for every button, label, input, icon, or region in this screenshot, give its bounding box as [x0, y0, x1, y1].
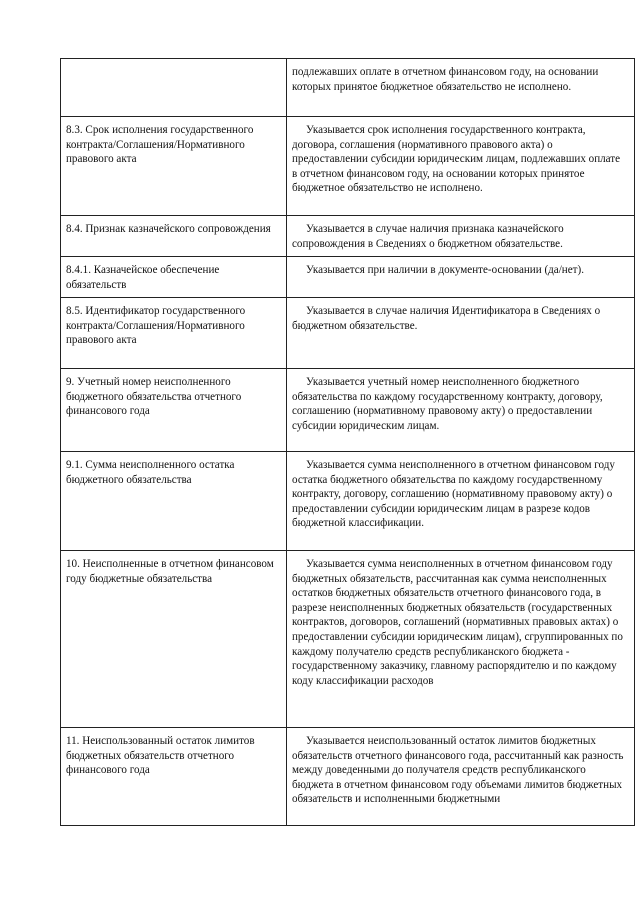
description-text: Указывается сумма неисполненных в отчетном финансовом году бюджетных обязательств, рассчитанная как сумма неисполненных остатков бюджетных обязательств отчетного финансового года, в разрезе неисполненных бюджетных обязательств (государственных контрактов, договоров, соглашений (нормативных правовых актах) о предоставлении субсидии юридическим лицам), сгруппированных по каждому получателю средств республиканского бюджета - государственному заказчику, главному распорядителю и по каждому коду классификации расходов: [292, 558, 623, 687]
field-description-cell: [287, 257, 635, 298]
table-row: [61, 551, 635, 728]
table-row: [61, 298, 635, 369]
field-description-cell: [287, 452, 635, 551]
description-text: Указывается в случае наличия Идентификатора в Сведениях о бюджетном обязательстве.: [292, 305, 601, 332]
field-name-cell: 10. Неисполненные в отчетном финансовом году бюджетные обязательства: [61, 551, 287, 728]
field-name-cell: 9.1. Сумма неисполненного остатка бюджетного обязательства: [61, 452, 287, 551]
field-name-cell: 9. Учетный номер неисполненного бюджетного обязательства отчетного финансового года: [61, 369, 287, 452]
table-row: [61, 117, 635, 216]
field-description-cell: [287, 59, 635, 117]
description-text: Указывается учетный номер неисполненного бюджетного обязательства по каждому государственному контракту, договору, соглашению (нормативному правовому акту) о предоставлении субсидии юридическим лицам.: [292, 376, 603, 432]
document-page: [60, 58, 624, 826]
description-text: Указывается в случае наличия признака казначейского сопровождения в Сведениях о бюджетном обязательстве.: [292, 223, 564, 250]
description-text: Указывается срок исполнения государственного контракта, договора, соглашения (нормативного правового акта) о предоставлении субсидии юридическим лицам, подлежавших оплате в отчетном финансовом году, на основании которых принятое бюджетное обязательство не исполнено.: [292, 124, 621, 195]
description-text: подлежавших оплате в отчетном финансовом году, на основании которых принятое бюджетное обязательство не исполнено.: [292, 66, 599, 93]
table-row: [61, 452, 635, 551]
description-text: Указывается неиспользованный остаток лимитов бюджетных обязательств отчетного финансового года, рассчитанный как разность между доведенными до получателя средств республиканского бюджета в отчетном финансовом году объемами лимитов бюджетных обязательств и исполненными бюджетными: [292, 735, 624, 806]
field-description-cell: [287, 216, 635, 257]
field-description-cell: [287, 728, 635, 826]
field-name-cell: 11. Неиспользованный остаток лимитов бюджетных обязательств отчетного финансового года: [61, 728, 287, 826]
table-row: [61, 369, 635, 452]
field-description-cell: [287, 551, 635, 728]
table-row: [61, 728, 635, 826]
field-description-cell: [287, 369, 635, 452]
field-name-cell: [61, 59, 287, 117]
field-name-cell: 8.3. Срок исполнения государственного контракта/Соглашения/Нормативного правового акта: [61, 117, 287, 216]
field-description-cell: [287, 298, 635, 369]
field-name-cell: 8.5. Идентификатор государственного контракта/Соглашения/Нормативного правового акта: [61, 298, 287, 369]
table-row: [61, 216, 635, 257]
description-text: Указывается сумма неисполненного в отчетном финансовом году остатка бюджетного обязательства по каждому государственному контракту, договору, соглашению (нормативному правовому акту) о предоставлении субсидии юридическим лицам в разрезе кодов бюджетной классификации.: [292, 459, 615, 530]
field-description-cell: [287, 117, 635, 216]
table-row: [61, 257, 635, 298]
field-name-cell: 8.4.1. Казначейское обеспечение обязательств: [61, 257, 287, 298]
field-name-cell: 8.4. Признак казначейского сопровождения: [61, 216, 287, 257]
description-text: Указывается при наличии в документе-основании (да/нет).: [306, 264, 584, 276]
field-description-table: [60, 58, 635, 826]
table-row: [61, 59, 635, 117]
